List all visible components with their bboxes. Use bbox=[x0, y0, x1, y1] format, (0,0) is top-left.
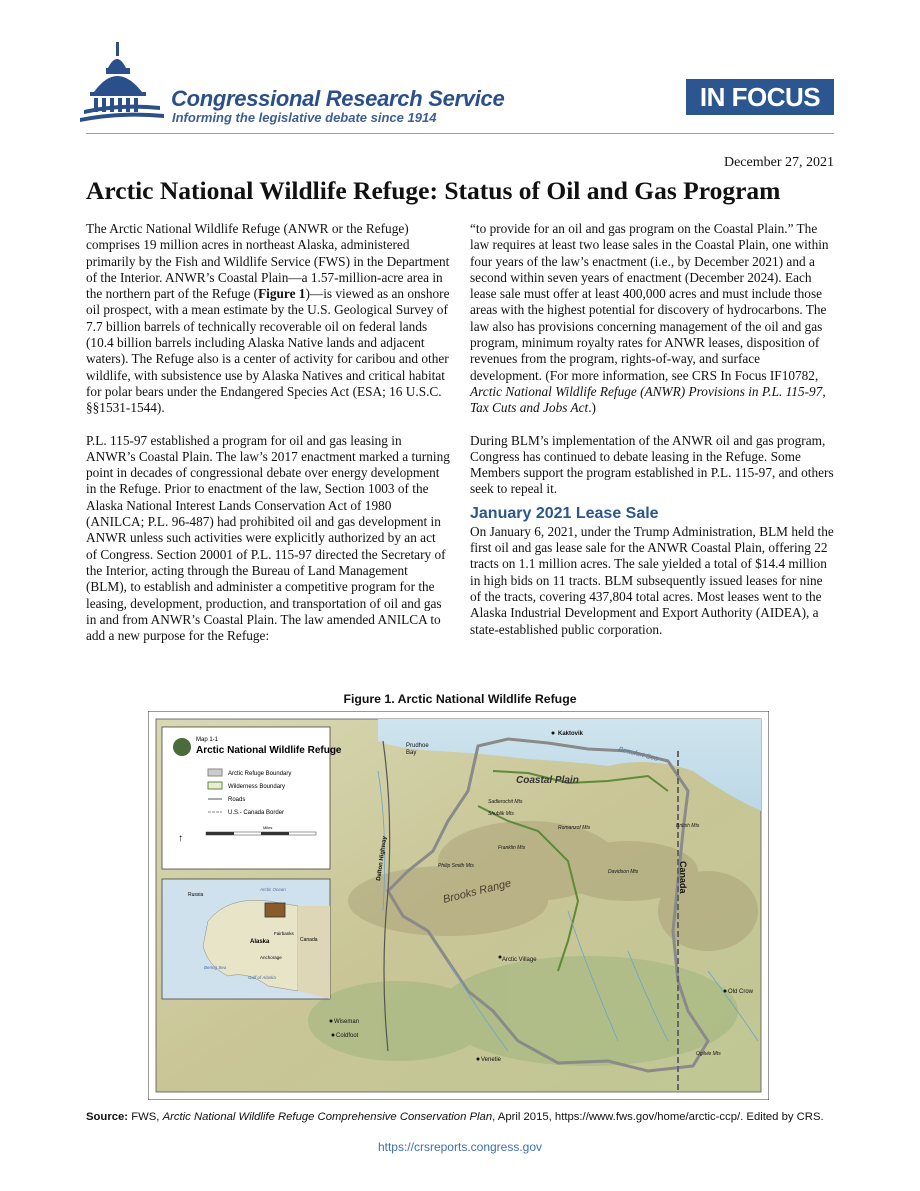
place-label: Venetie bbox=[481, 1057, 502, 1063]
column-left bbox=[86, 221, 450, 660]
paragraph bbox=[470, 221, 834, 417]
place-label: British Mts bbox=[676, 823, 700, 829]
place-label: Philip Smith Mts bbox=[438, 863, 474, 869]
org-name: Congressional Research Service bbox=[171, 86, 505, 111]
citation: Arctic National Wildlife Refuge (ANWR) Provisions in P.L. 115-97, Tax Cuts and Jobs Act bbox=[470, 383, 826, 416]
inset-label: Bering Sea bbox=[204, 965, 227, 970]
org-tagline: Informing the legislative debate since 1914 bbox=[172, 110, 437, 125]
legend-item: Arctic Refuge Boundary bbox=[228, 771, 292, 777]
publication-date: December 27, 2021 bbox=[723, 155, 834, 170]
place-label: Sadlerochit Mts bbox=[488, 799, 523, 805]
inset-label: Russia bbox=[188, 892, 204, 898]
in-focus-badge: IN FOCUS bbox=[686, 79, 834, 115]
document-title: Arctic National Wildlife Refuge: Status of Oil and Gas Program bbox=[86, 176, 781, 205]
fws-seal-icon bbox=[173, 738, 191, 756]
place-label: Ogilvie Mts bbox=[696, 1051, 721, 1057]
place-label: Davidson Mts bbox=[608, 869, 639, 875]
text: The Arctic National Wildlife Refuge (ANWR or the Refuge) comprises 19 million acres in northeast Alaska, administered primarily by the Fish and Wildlife Service (FWS) in the Department of the Interior. ANWR’s Coastal Plain—a 1.57-million-acre area in the northern part of the Refuge ( bbox=[86, 221, 450, 302]
text: )—is viewed as an onshore oil prospect, with a mean estimate by the U.S. Geological Survey of 7.7 billion barrels of technically recoverable oil on federal lands (10.4 billion barrels including Alaska Native lands and adjacent waters). The Refuge also is a center of activity for caribou and other wildlife, with subsistence use by Alaska Natives and critical habitat for polar bears under the Endangered Species Act (ESA; 16 U.S.C. §§1531-1544). bbox=[86, 286, 450, 416]
inset-label: Fairbanks bbox=[274, 931, 294, 936]
footer-link[interactable]: https://crsreports.congress.gov bbox=[377, 1140, 543, 1154]
place-label: Bay bbox=[406, 750, 417, 756]
text: , April 2015, https://www.fws.gov/home/arctic-ccp/. Edited by CRS. bbox=[492, 1111, 824, 1123]
paragraph: During BLM’s implementation of the ANWR oil and gas program, Congress has continued to debate leasing in the Refuge. Some Members support the program established in P.L. 115-97, and others seek to repeal it. bbox=[470, 432, 834, 497]
text: FWS, bbox=[128, 1111, 163, 1123]
figure-ref: Figure 1 bbox=[258, 286, 306, 302]
paragraph: P.L. 115-97 established a program for oil and gas leasing in ANWR’s Coastal Plain. The law’s 2017 enactment marked a turning point in decades of congressional debate over energy development in the Refuge. Prior to enactment of the law, Section 1003 of the Alaska National Interest Lands Conservation Act of 1980 (ANILCA; P.L. 96-487) had prohibited oil and gas development in ANWR unless such activities were explicitly authorized by an act of Congress. Section 20001 of P.L. 115-97 directed the Secretary of the Interior, acting through the Bureau of Land Management (BLM), to establish and administer a competitive program for the leasing, development, production, and transportation of oil and gas in and from ANWR’s Coastal Plain. The law amended ANILCA to add a new purpose for the Refuge: bbox=[86, 432, 450, 644]
source-label: Source: bbox=[86, 1111, 129, 1123]
text: .) bbox=[588, 400, 596, 416]
place-label: Coldfoot bbox=[336, 1033, 359, 1039]
figure-source bbox=[86, 1111, 824, 1123]
place-label: Franklin Mts bbox=[498, 845, 526, 851]
column-right bbox=[470, 221, 834, 654]
place-label: Shublik Mts bbox=[488, 811, 514, 817]
paragraph bbox=[86, 221, 450, 417]
map-title: Arctic National Wildlife Refuge bbox=[196, 745, 342, 756]
paragraph: On January 6, 2021, under the Trump Administration, BLM held the first oil and gas lease sale for the ANWR Coastal Plain, offering 22 tracts on 1.1 million acres. The sale yielded a total of $14.4 million in high bids on 11 tracts. BLM subsequently issued leases for nine of the tracts, covering 437,804 total acres. Most leases went to the Alaska Industrial Development and Export Authority (AIDEA), a state-established public corporation. bbox=[470, 523, 834, 637]
legend-item: U.S.- Canada Border bbox=[228, 810, 285, 816]
legend-item: Wilderness Boundary bbox=[228, 784, 286, 790]
inset-label: Canada bbox=[300, 937, 318, 943]
place-label: Brooks Range bbox=[441, 877, 513, 906]
inset-label: Alaska bbox=[250, 939, 270, 945]
inset-label: Arctic Ocean bbox=[260, 887, 286, 892]
place-label: Beaufort Sea bbox=[617, 746, 659, 763]
figure-caption: Figure 1. Arctic National Wildlife Refuge bbox=[343, 692, 577, 706]
section-heading: January 2021 Lease Sale bbox=[470, 504, 659, 522]
north-arrow-icon: ↑ bbox=[178, 833, 183, 844]
place-label: Wiseman bbox=[334, 1019, 360, 1025]
refuge-map bbox=[148, 711, 769, 1100]
place-label: Coastal Plain bbox=[516, 775, 579, 786]
inset-label: Anchorage bbox=[260, 955, 282, 960]
place-label: Kaktovik bbox=[558, 731, 584, 737]
scale-label: Miles bbox=[263, 825, 273, 830]
place-label: Arctic Village bbox=[502, 957, 537, 963]
map-number: Map 1-1 bbox=[196, 737, 219, 743]
text: “to provide for an oil and gas program on the Coastal Plain.” The law requires at least two lease sales in the Coastal Plain, one within four years of the law’s enactment (i.e., by December 2021) and a second within seven years of enactment (December 2024). Each lease sale must offer at least 400,000 acres and must include those areas with the highest potential for discovery of hydrocarbons. The law also has provisions concerning management of the oil and gas program, minimum royalty rates for ANWR leases, disposition of revenues from the program, rights-of-way, and surface development. (For more information, see CRS In Focus IF10782, bbox=[470, 221, 829, 383]
place-label: Romanzof Mts bbox=[558, 825, 591, 831]
header-divider bbox=[86, 133, 834, 134]
place-label: Old Crow bbox=[728, 989, 754, 995]
legend-item: Roads bbox=[228, 797, 246, 803]
source-title: Arctic National Wildlife Refuge Comprehensive Conservation Plan bbox=[162, 1111, 493, 1123]
place-label: Canada bbox=[678, 861, 688, 894]
inset-label: Gulf of Alaska bbox=[248, 975, 276, 980]
place-label: Dalton Highway bbox=[376, 835, 389, 882]
place-label: Prudhoe bbox=[406, 743, 429, 749]
